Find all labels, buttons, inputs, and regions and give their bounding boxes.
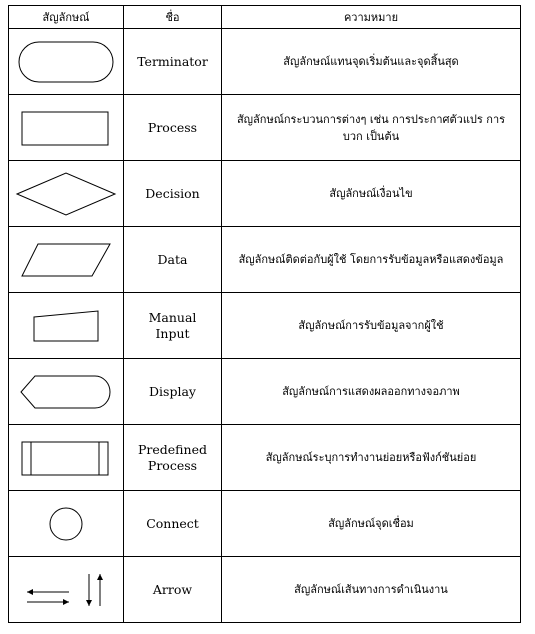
table-row — [9, 557, 521, 623]
symbol-meaning: สัญลักษณ์การแสดงผลออกทางจอภาพ — [222, 359, 521, 425]
symbol-cell — [9, 95, 124, 161]
decision-icon — [15, 171, 117, 217]
symbol-meaning: สัญลักษณ์จุดเชื่อม — [222, 491, 521, 557]
table-row — [9, 227, 521, 293]
symbol-cell — [9, 227, 124, 293]
symbol-meaning: สัญลักษณ์แทนจุดเริ่มต้นและจุดสิ้นสุด — [222, 29, 521, 95]
manual-input-icon — [30, 307, 102, 345]
table-row — [9, 95, 521, 161]
symbol-cell — [9, 491, 124, 557]
header-name: ชื่อ — [124, 6, 222, 29]
arrow-icon — [23, 568, 109, 612]
symbol-meaning: สัญลักษณ์กระบวนการต่างๆ เช่น การประกาศตัวแปร การบวก เป็นต้น — [222, 95, 521, 161]
symbol-cell — [9, 425, 124, 491]
header-row — [9, 6, 521, 29]
symbol-name: Display — [124, 359, 222, 425]
process-icon — [20, 108, 112, 148]
symbol-meaning: สัญลักษณ์ระบุการทำงานย่อยหรือฟังก์ชันย่อย — [222, 425, 521, 491]
symbol-name: Predefined Process — [124, 425, 222, 491]
symbol-name: Terminator — [124, 29, 222, 95]
table-row — [9, 161, 521, 227]
symbol-cell — [9, 557, 124, 623]
connector-icon — [46, 504, 86, 544]
symbol-cell — [9, 29, 124, 95]
symbol-meaning: สัญลักษณ์การรับข้อมูลจากผู้ใช้ — [222, 293, 521, 359]
symbol-meaning: สัญลักษณ์เงื่อนไข — [222, 161, 521, 227]
terminator-icon — [16, 39, 116, 85]
header-symbol: สัญลักษณ์ — [9, 6, 124, 29]
data-icon — [20, 240, 112, 280]
symbol-name: Process — [124, 95, 222, 161]
table-row — [9, 29, 521, 95]
symbol-name: Decision — [124, 161, 222, 227]
display-icon — [19, 373, 113, 411]
table-row — [9, 359, 521, 425]
table-row — [9, 425, 521, 491]
table-row — [9, 293, 521, 359]
table-row — [9, 491, 521, 557]
symbol-meaning: สัญลักษณ์เส้นทางการดำเนินงาน — [222, 557, 521, 623]
symbol-cell — [9, 161, 124, 227]
symbol-name: Manual Input — [124, 293, 222, 359]
flowchart-symbol-table — [8, 5, 521, 623]
symbol-name: Data — [124, 227, 222, 293]
symbol-cell — [9, 293, 124, 359]
header-meaning: ความหมาย — [222, 6, 521, 29]
symbol-name: Arrow — [124, 557, 222, 623]
predefined-process-icon — [20, 438, 112, 478]
symbol-cell — [9, 359, 124, 425]
symbol-meaning: สัญลักษณ์ติดต่อกับผู้ใช้ โดยการรับข้อมูลหรือแสดงข้อมูล — [222, 227, 521, 293]
symbol-name: Connect — [124, 491, 222, 557]
